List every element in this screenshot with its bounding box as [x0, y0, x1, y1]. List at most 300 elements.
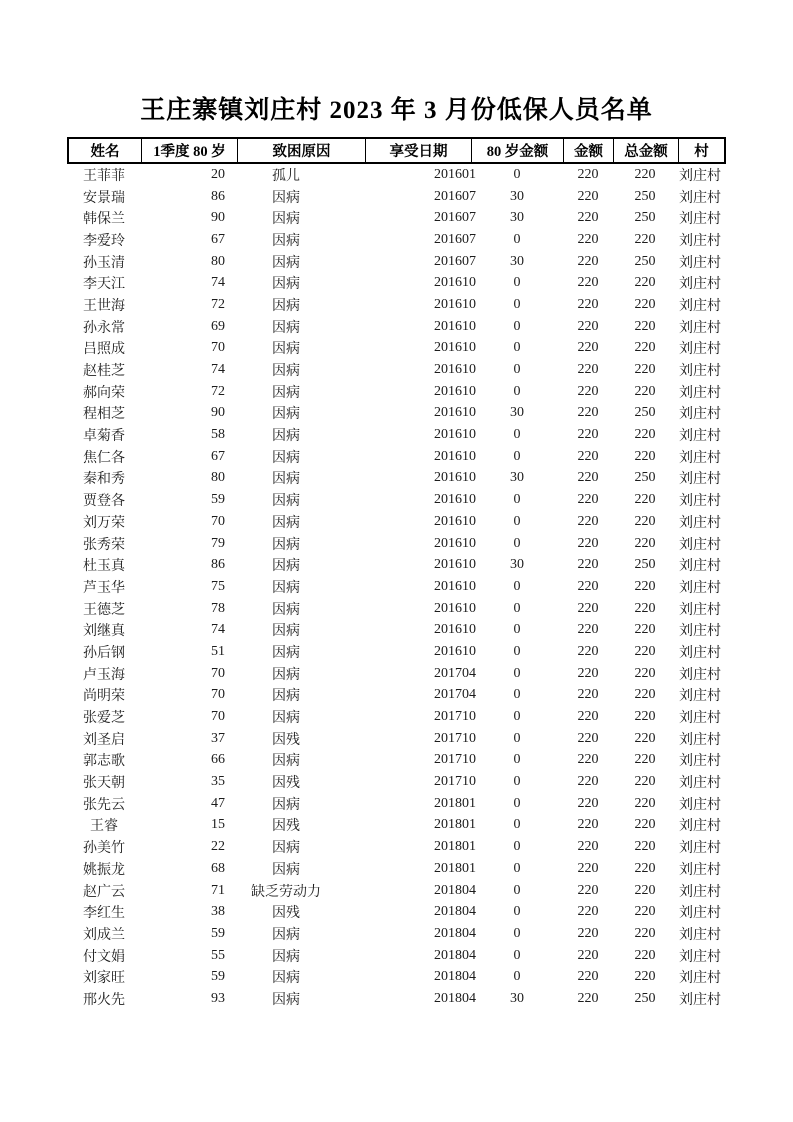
- table-cell: 79: [211, 535, 225, 551]
- table-cell: 80: [211, 253, 225, 269]
- table-row: [67, 750, 726, 772]
- table-row: [67, 858, 726, 880]
- table-row: [67, 685, 726, 707]
- table-row: [67, 229, 726, 251]
- table-cell: 刘庄村: [679, 298, 721, 314]
- table-cell: 220: [634, 969, 656, 985]
- table-cell: 0: [513, 687, 521, 703]
- table-cell: 78: [211, 600, 225, 616]
- table-cell: 220: [634, 318, 656, 334]
- table-cell: 201610: [434, 427, 476, 443]
- table-cell: 因病: [272, 949, 300, 965]
- table-cell: 杜玉真: [83, 559, 125, 575]
- table-cell: 刘家旺: [83, 971, 125, 987]
- table-cell: 刘庄村: [679, 645, 721, 661]
- table-cell: 0: [513, 774, 521, 790]
- table-cell: 因病: [272, 602, 300, 618]
- table-cell: 因病: [272, 580, 300, 596]
- table-cell: 因病: [272, 320, 300, 336]
- table-cell: 卓菊香: [83, 429, 125, 445]
- table-cell: 220: [577, 622, 599, 638]
- table-row: [67, 403, 726, 425]
- table-cell: 201607: [434, 210, 476, 226]
- table-cell: 201804: [434, 990, 476, 1006]
- table-cell: 220: [634, 427, 656, 443]
- table-cell: 李爱玲: [83, 233, 125, 249]
- table-cell: 0: [513, 709, 521, 725]
- table-cell: 220: [577, 600, 599, 616]
- table-cell: 因病: [272, 212, 300, 228]
- table-cell: 201610: [434, 535, 476, 551]
- table-cell: 刘庄村: [679, 537, 721, 553]
- table-cell: 201610: [434, 600, 476, 616]
- table-cell: 刘庄村: [679, 906, 721, 922]
- table-cell: 0: [513, 752, 521, 768]
- table-cell: 220: [577, 969, 599, 985]
- table-cell: 0: [513, 665, 521, 681]
- table-cell: 刘庄村: [679, 754, 721, 770]
- table-cell: 因病: [272, 689, 300, 705]
- table-cell: 220: [634, 795, 656, 811]
- table-cell: 80: [211, 470, 225, 486]
- table-cell: 0: [513, 839, 521, 855]
- table-cell: 0: [513, 925, 521, 941]
- table-cell: 30: [510, 470, 524, 486]
- table-cell: 59: [211, 492, 225, 508]
- table-cell: 程相芝: [83, 407, 125, 423]
- table-cell: 220: [577, 513, 599, 529]
- table-cell: 因病: [272, 450, 300, 466]
- table-cell: 卢玉海: [83, 667, 125, 683]
- table-cell: 220: [577, 665, 599, 681]
- table-cell: 72: [211, 296, 225, 312]
- table-cell: 刘庄村: [679, 342, 721, 358]
- column-header-q1-age80: 1季度 80 岁: [141, 139, 237, 162]
- table-row: [67, 294, 726, 316]
- table-cell: 220: [577, 578, 599, 594]
- table-row: [67, 901, 726, 923]
- table-row: [67, 251, 726, 273]
- table-row: [67, 598, 726, 620]
- table-row: [67, 424, 726, 446]
- table-row: [67, 641, 726, 663]
- table-cell: 220: [634, 275, 656, 291]
- table-cell: 因病: [272, 711, 300, 727]
- table-cell: 220: [634, 492, 656, 508]
- table-cell: 220: [634, 904, 656, 920]
- table-cell: 0: [513, 860, 521, 876]
- table-row: [67, 533, 726, 555]
- table-cell: 张秀荣: [83, 537, 125, 553]
- table-cell: 付文娟: [83, 949, 125, 965]
- table-cell: 220: [577, 166, 599, 182]
- table-cell: 201710: [434, 774, 476, 790]
- page-title: 王庄寨镇刘庄村 2023 年 3 月份低保人员名单: [140, 97, 653, 124]
- table-cell: 因病: [272, 472, 300, 488]
- table-cell: 孙永常: [83, 320, 125, 336]
- table-cell: 70: [211, 687, 225, 703]
- table-cell: 因病: [272, 494, 300, 510]
- table-cell: 0: [513, 340, 521, 356]
- table-row: [67, 272, 726, 294]
- table-row: [67, 511, 726, 533]
- table-cell: 因病: [272, 364, 300, 380]
- table-cell: 201804: [434, 904, 476, 920]
- table-cell: 220: [634, 730, 656, 746]
- table-cell: 刘庄村: [679, 190, 721, 206]
- table-cell: 71: [211, 882, 225, 898]
- table-cell: 35: [211, 774, 225, 790]
- table-cell: 刘庄村: [679, 494, 721, 510]
- table-cell: 220: [634, 535, 656, 551]
- table-cell: 孤儿: [272, 168, 300, 184]
- table-row: [67, 359, 726, 381]
- table-cell: 30: [510, 253, 524, 269]
- table-cell: 刘庄村: [679, 407, 721, 423]
- table-cell: 0: [513, 795, 521, 811]
- table-cell: 因病: [272, 624, 300, 640]
- table-cell: 220: [634, 231, 656, 247]
- table-cell: 15: [211, 817, 225, 833]
- table-cell: 尚明荣: [83, 689, 125, 705]
- table-cell: 220: [577, 296, 599, 312]
- table-row: [67, 207, 726, 229]
- table-cell: 刘庄村: [679, 168, 721, 184]
- table-cell: 250: [634, 188, 656, 204]
- table-cell: 刘庄村: [679, 949, 721, 965]
- table-cell: 0: [513, 296, 521, 312]
- table-cell: 59: [211, 925, 225, 941]
- table-cell: 王睿: [90, 819, 118, 835]
- table-cell: 22: [211, 839, 225, 855]
- table-cell: 220: [577, 557, 599, 573]
- table-cell: 0: [513, 600, 521, 616]
- table-cell: 201710: [434, 709, 476, 725]
- table-cell: 220: [577, 470, 599, 486]
- table-cell: 因病: [272, 862, 300, 878]
- table-cell: 220: [634, 513, 656, 529]
- table-cell: 0: [513, 231, 521, 247]
- table-cell: 201704: [434, 665, 476, 681]
- table-cell: 30: [510, 210, 524, 226]
- table-cell: 250: [634, 210, 656, 226]
- column-header-age80-amount: 80 岁金额: [471, 139, 563, 162]
- table-cell: 因病: [272, 255, 300, 271]
- table-cell: 220: [577, 774, 599, 790]
- table-cell: 70: [211, 513, 225, 529]
- table-row: [67, 771, 726, 793]
- table-cell: 张先云: [83, 797, 125, 813]
- table-cell: 芦玉华: [83, 580, 125, 596]
- table-cell: 因病: [272, 927, 300, 943]
- table-cell: 0: [513, 275, 521, 291]
- table-cell: 邢火先: [83, 992, 125, 1008]
- table-row: [67, 468, 726, 490]
- table-cell: 刘庄村: [679, 862, 721, 878]
- table-cell: 74: [211, 275, 225, 291]
- table-cell: 220: [634, 687, 656, 703]
- table-cell: 因残: [272, 776, 300, 792]
- table-cell: 30: [510, 188, 524, 204]
- table-cell: 201710: [434, 752, 476, 768]
- table-cell: 220: [577, 210, 599, 226]
- table-cell: 201610: [434, 318, 476, 334]
- table-cell: 220: [577, 492, 599, 508]
- table-cell: 刘庄村: [679, 212, 721, 228]
- table-cell: 201804: [434, 947, 476, 963]
- table-cell: 缺乏劳动力: [251, 884, 321, 900]
- table-cell: 刘庄村: [679, 602, 721, 618]
- table-cell: 220: [577, 860, 599, 876]
- table-cell: 201607: [434, 231, 476, 247]
- table-cell: 刘庄村: [679, 624, 721, 640]
- table-cell: 220: [577, 817, 599, 833]
- table-cell: 孙玉清: [83, 255, 125, 271]
- table-cell: 刘庄村: [679, 667, 721, 683]
- table-cell: 201610: [434, 362, 476, 378]
- table-cell: 220: [577, 687, 599, 703]
- table-cell: 220: [634, 296, 656, 312]
- table-cell: 66: [211, 752, 225, 768]
- table-cell: 220: [577, 795, 599, 811]
- table-cell: 0: [513, 362, 521, 378]
- table-cell: 王德芝: [83, 602, 125, 618]
- table-cell: 刘庄村: [679, 559, 721, 575]
- table-row: [67, 836, 726, 858]
- table-cell: 李天江: [83, 277, 125, 293]
- table-cell: 赵广云: [83, 884, 125, 900]
- table-cell: 30: [510, 557, 524, 573]
- column-header-poverty-cause: 致困原因: [237, 139, 365, 162]
- table-cell: 因病: [272, 645, 300, 661]
- table-cell: 220: [634, 340, 656, 356]
- table-cell: 刘庄村: [679, 429, 721, 445]
- table-row: [67, 966, 726, 988]
- table-cell: 姚振龙: [83, 862, 125, 878]
- table-cell: 0: [513, 427, 521, 443]
- table-cell: 刘庄村: [679, 971, 721, 987]
- table-cell: 220: [634, 839, 656, 855]
- table-row: [67, 815, 726, 837]
- table-cell: 74: [211, 362, 225, 378]
- table-body: [67, 164, 726, 1010]
- table-cell: 67: [211, 448, 225, 464]
- table-cell: 0: [513, 882, 521, 898]
- table-cell: 201610: [434, 405, 476, 421]
- table-cell: 0: [513, 578, 521, 594]
- table-cell: 201801: [434, 817, 476, 833]
- table-cell: 220: [634, 752, 656, 768]
- table-cell: 201610: [434, 383, 476, 399]
- column-header-benefit-date: 享受日期: [365, 139, 471, 162]
- table-cell: 220: [634, 362, 656, 378]
- table-cell: 250: [634, 557, 656, 573]
- table-cell: 201804: [434, 969, 476, 985]
- table-cell: 20: [211, 166, 225, 182]
- table-cell: 220: [634, 882, 656, 898]
- table-cell: 刘庄村: [679, 711, 721, 727]
- column-header-amount: 金额: [563, 139, 613, 162]
- table-cell: 220: [577, 253, 599, 269]
- table-cell: 201801: [434, 795, 476, 811]
- table-cell: 220: [577, 643, 599, 659]
- table-cell: 因病: [272, 559, 300, 575]
- table-cell: 刘庄村: [679, 450, 721, 466]
- table-row: [67, 164, 726, 186]
- table-cell: 因病: [272, 429, 300, 445]
- table-cell: 220: [634, 448, 656, 464]
- table-cell: 201704: [434, 687, 476, 703]
- table-cell: 孙美竹: [83, 841, 125, 857]
- table-cell: 90: [211, 210, 225, 226]
- table-cell: 220: [634, 622, 656, 638]
- table-cell: 220: [577, 535, 599, 551]
- table-cell: 201610: [434, 296, 476, 312]
- table-cell: 因残: [272, 732, 300, 748]
- table-cell: 201610: [434, 340, 476, 356]
- table-cell: 0: [513, 730, 521, 746]
- table-cell: 孙后钢: [83, 645, 125, 661]
- table-cell: 0: [513, 969, 521, 985]
- table-cell: 51: [211, 643, 225, 659]
- table-cell: 59: [211, 969, 225, 985]
- table-cell: 220: [634, 709, 656, 725]
- table-row: [67, 663, 726, 685]
- table-cell: 201610: [434, 578, 476, 594]
- table-cell: 220: [577, 231, 599, 247]
- table-cell: 刘庄村: [679, 689, 721, 705]
- table-cell: 220: [577, 709, 599, 725]
- table-cell: 250: [634, 405, 656, 421]
- table-cell: 220: [577, 362, 599, 378]
- table-cell: 刘庄村: [679, 884, 721, 900]
- table-cell: 220: [634, 774, 656, 790]
- table-cell: 0: [513, 166, 521, 182]
- table-cell: 250: [634, 990, 656, 1006]
- table-cell: 220: [577, 925, 599, 941]
- table-cell: 220: [577, 947, 599, 963]
- table-cell: 201610: [434, 492, 476, 508]
- table-row: [67, 619, 726, 641]
- table-cell: 安景瑞: [83, 190, 125, 206]
- table-row: [67, 728, 726, 750]
- table-cell: 因病: [272, 385, 300, 401]
- table-cell: 刘庄村: [679, 732, 721, 748]
- table-cell: 因病: [272, 407, 300, 423]
- table-cell: 90: [211, 405, 225, 421]
- table-cell: 220: [634, 665, 656, 681]
- table-cell: 201801: [434, 860, 476, 876]
- table-row: [67, 880, 726, 902]
- table-cell: 张爱芝: [83, 711, 125, 727]
- table-cell: 250: [634, 470, 656, 486]
- table-cell: 68: [211, 860, 225, 876]
- table-cell: 86: [211, 188, 225, 204]
- table-cell: 201610: [434, 557, 476, 573]
- table-cell: 李红生: [83, 906, 125, 922]
- table-cell: 刘继真: [83, 624, 125, 640]
- table-cell: 86: [211, 557, 225, 573]
- table-row: [67, 923, 726, 945]
- table-row: [67, 446, 726, 468]
- table-cell: 220: [577, 904, 599, 920]
- table-cell: 因病: [272, 190, 300, 206]
- table-row: [67, 576, 726, 598]
- table-cell: 0: [513, 904, 521, 920]
- table-cell: 201607: [434, 188, 476, 204]
- table-cell: 69: [211, 318, 225, 334]
- table-cell: 220: [634, 817, 656, 833]
- table-cell: 220: [634, 643, 656, 659]
- table-cell: 201610: [434, 470, 476, 486]
- table-cell: 因病: [272, 754, 300, 770]
- table-cell: 220: [577, 188, 599, 204]
- table-cell: 王菲菲: [83, 168, 125, 184]
- table-cell: 因病: [272, 667, 300, 683]
- table-cell: 220: [577, 990, 599, 1006]
- table-cell: 0: [513, 383, 521, 399]
- table-row: [67, 186, 726, 208]
- table-cell: 因病: [272, 992, 300, 1008]
- table-cell: 220: [634, 947, 656, 963]
- table-cell: 郭志歌: [83, 754, 125, 770]
- table-cell: 刘庄村: [679, 841, 721, 857]
- table-cell: 201804: [434, 925, 476, 941]
- table-cell: 0: [513, 643, 521, 659]
- table-cell: 55: [211, 947, 225, 963]
- table-cell: 刘庄村: [679, 515, 721, 531]
- table-cell: 刘庄村: [679, 819, 721, 835]
- table-cell: 201607: [434, 253, 476, 269]
- table-cell: 201710: [434, 730, 476, 746]
- table-cell: 220: [577, 882, 599, 898]
- table-cell: 72: [211, 383, 225, 399]
- table-cell: 220: [577, 752, 599, 768]
- table-cell: 67: [211, 231, 225, 247]
- table-row: [67, 706, 726, 728]
- table-cell: 张天朝: [83, 776, 125, 792]
- table-cell: 刘庄村: [679, 776, 721, 792]
- table-cell: 0: [513, 535, 521, 551]
- table-cell: 220: [577, 318, 599, 334]
- table-cell: 58: [211, 427, 225, 443]
- table-cell: 75: [211, 578, 225, 594]
- table-cell: 刘万荣: [83, 515, 125, 531]
- table-cell: 37: [211, 730, 225, 746]
- table-row: [67, 338, 726, 360]
- table-cell: 因病: [272, 841, 300, 857]
- table-cell: 焦仁各: [83, 450, 125, 466]
- table-cell: 因病: [272, 277, 300, 293]
- table-cell: 因残: [272, 906, 300, 922]
- table-cell: 201601: [434, 166, 476, 182]
- table-cell: 刘庄村: [679, 472, 721, 488]
- table-cell: 201610: [434, 275, 476, 291]
- table-cell: 47: [211, 795, 225, 811]
- table-cell: 郝向荣: [83, 385, 125, 401]
- table-cell: 201610: [434, 643, 476, 659]
- table-cell: 201804: [434, 882, 476, 898]
- table-cell: 220: [577, 839, 599, 855]
- table-cell: 因病: [272, 515, 300, 531]
- table-cell: 王世海: [83, 298, 125, 314]
- table-row: [67, 316, 726, 338]
- table-cell: 70: [211, 665, 225, 681]
- table-cell: 70: [211, 340, 225, 356]
- table-row: [67, 381, 726, 403]
- table-cell: 74: [211, 622, 225, 638]
- table-cell: 刘庄村: [679, 797, 721, 813]
